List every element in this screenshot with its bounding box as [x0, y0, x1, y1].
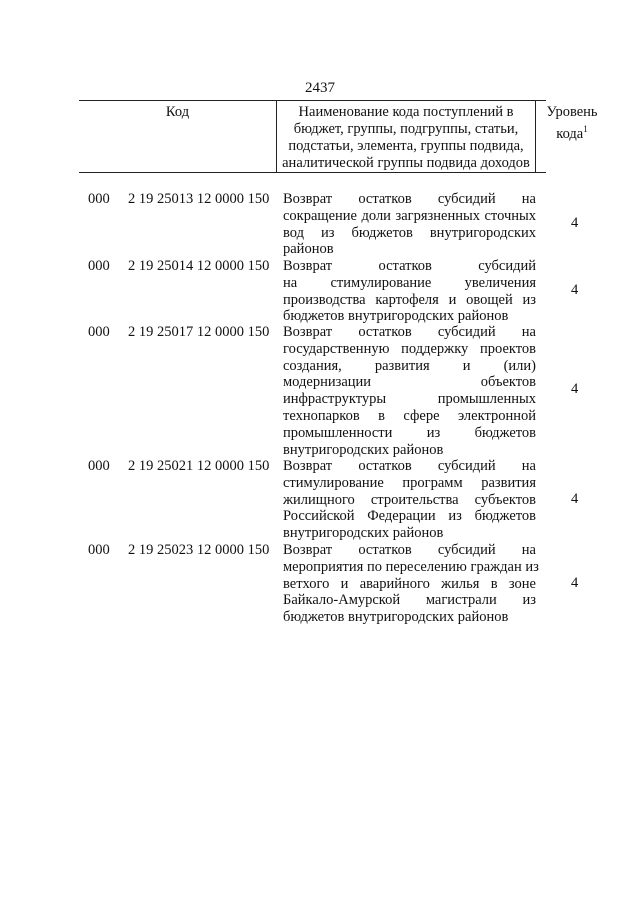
- name-line: Возврат остатков субсидий на: [283, 542, 536, 558]
- income-code: 2 19 25013 12 0000 150: [128, 191, 270, 207]
- admin-code: 000: [88, 324, 110, 340]
- level-value: 4: [571, 575, 579, 591]
- name-line: мероприятия по переселению граждан из: [283, 558, 539, 575]
- name-line: создания, развития и (или): [283, 357, 536, 374]
- name-line: производства картофеля и овощей из: [283, 291, 536, 308]
- income-name: [283, 258, 536, 325]
- name-line: жилищного строительства субъектов: [283, 491, 536, 508]
- header-level: [536, 101, 608, 172]
- income-name: [283, 324, 536, 458]
- level-value: 4: [571, 491, 579, 507]
- name-line: сокращение доли загрязненных сточных: [283, 207, 536, 224]
- admin-code: 000: [88, 191, 110, 207]
- name-line: ветхого и аварийного жилья в зоне: [283, 575, 536, 592]
- income-name: [283, 542, 539, 626]
- header-name-line: аналитической группы подвида доходов: [282, 155, 530, 171]
- income-code: 2 19 25017 12 0000 150: [128, 324, 270, 340]
- name-line: государственную поддержку проектов: [283, 340, 536, 357]
- income-name: [283, 458, 536, 542]
- header-name: [276, 101, 536, 172]
- footnote-mark: 1: [583, 124, 588, 134]
- name-line: стимулирование программ развития: [283, 474, 536, 491]
- header-name-line: бюджет, группы, подгруппы, статьи,: [293, 121, 519, 137]
- header-level-line: [536, 121, 608, 143]
- name-line: Возврат остатков субсидий на: [283, 191, 536, 207]
- name-line: промышленности из бюджетов: [283, 424, 536, 441]
- name-line: Байкало-Амурской магистрали из: [283, 592, 536, 609]
- name-line: вод из бюджетов внутригородских: [283, 224, 536, 241]
- header-code: Код: [165, 104, 190, 120]
- name-line: модернизации объектов: [283, 374, 536, 391]
- level-value: 4: [571, 282, 579, 298]
- admin-code: 000: [88, 258, 110, 274]
- admin-code: 000: [88, 458, 110, 474]
- name-line: на стимулирование увеличения: [283, 274, 536, 291]
- name-line: Российской Федерации из бюджетов: [283, 508, 536, 525]
- table-header: [79, 100, 598, 173]
- header-level-text: кода: [556, 125, 584, 142]
- income-name: [283, 191, 536, 258]
- name-line: Возврат остатков субсидий: [283, 258, 536, 274]
- name-line: внутригородских районов: [283, 525, 444, 542]
- income-code: 2 19 25023 12 0000 150: [128, 542, 270, 558]
- level-value: 4: [571, 215, 579, 231]
- name-line: инфраструктуры промышленных: [283, 391, 536, 408]
- page-number: 2437: [305, 80, 335, 96]
- header-level-line: Уровень: [546, 104, 598, 120]
- income-code: 2 19 25021 12 0000 150: [128, 458, 270, 474]
- name-line: внутригородских районов: [283, 441, 444, 458]
- header-name-line: Наименование кода поступлений в: [298, 104, 514, 120]
- name-line: районов: [283, 241, 334, 258]
- admin-code: 000: [88, 542, 110, 558]
- name-line: технопарков в сфере электронной: [283, 407, 536, 424]
- name-line: Возврат остатков субсидий на: [283, 324, 536, 340]
- name-line: Возврат остатков субсидий на: [283, 458, 536, 474]
- income-code: 2 19 25014 12 0000 150: [128, 258, 270, 274]
- header-name-line: подстатьи, элемента, группы подвида,: [288, 138, 524, 154]
- name-line: бюджетов внутригородских районов: [283, 609, 509, 626]
- name-line: бюджетов внутригородских районов: [283, 308, 509, 325]
- level-value: 4: [571, 381, 579, 397]
